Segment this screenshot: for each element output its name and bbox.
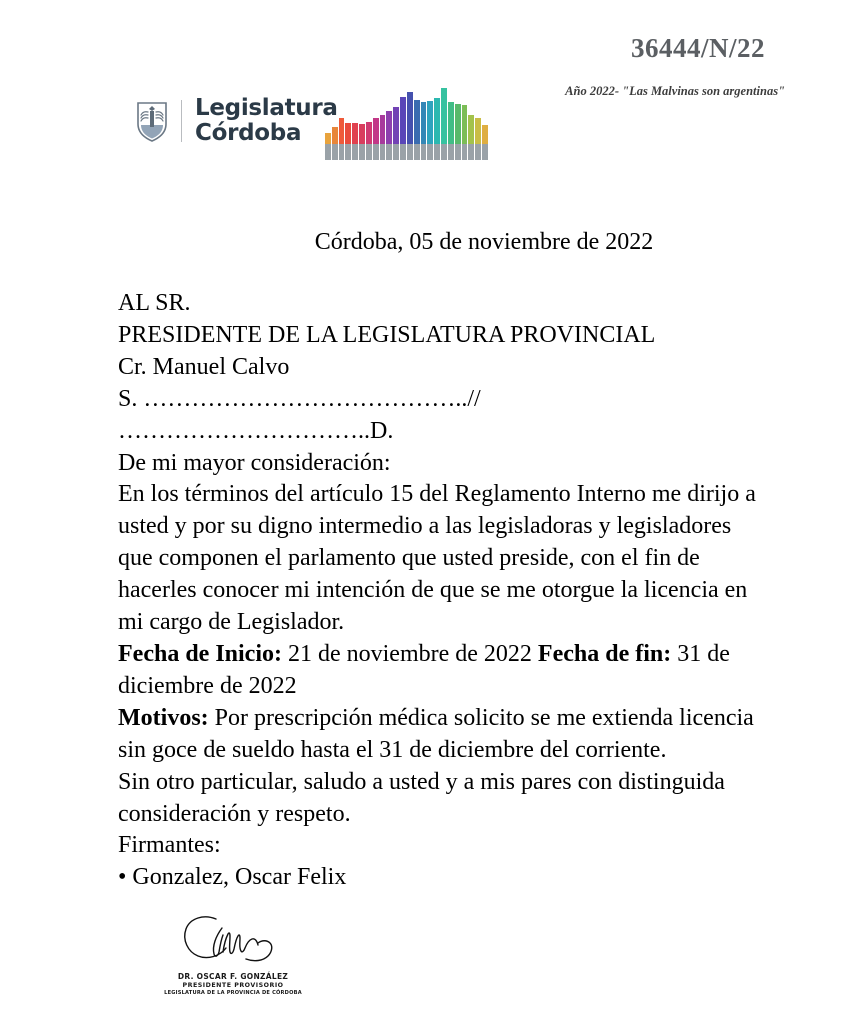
stamp-name: DR. OSCAR F. GONZÁLEZ xyxy=(177,972,289,981)
stamp-org: LEGISLATURA DE LA PROVINCIA DE CÓRDOBA xyxy=(164,990,302,996)
logo-bar xyxy=(352,88,358,160)
letter-body xyxy=(118,288,758,894)
signature-stamp xyxy=(118,972,348,996)
motivos-value: Por prescripción médica solicito se me extienda licencia sin goce de sueldo hasta el 31 de diciembre del corriente. xyxy=(118,704,754,763)
closing-paragraph: Sin otro particular, saludo a usted y a mis pares con distinguida consideración y respeto. xyxy=(118,768,725,827)
logo-bar-top xyxy=(359,124,365,144)
logo-bar-top xyxy=(325,133,331,145)
logo-bar xyxy=(339,88,345,160)
logo-bar-top xyxy=(441,88,447,144)
logo-bar xyxy=(482,88,488,160)
logo-bar-top xyxy=(468,115,474,144)
logo-bar-base xyxy=(407,144,413,160)
logo-bar xyxy=(373,88,379,160)
logo-bar-top xyxy=(448,102,454,144)
logo-bar-base xyxy=(455,144,461,160)
logo-bar xyxy=(393,88,399,160)
logo-bar-top xyxy=(421,102,427,144)
fecha-inicio-value: 21 de noviembre de 2022 xyxy=(281,640,538,667)
logo-bar-top xyxy=(339,118,345,144)
logo-line-cordoba: Córdoba xyxy=(195,119,302,146)
logo-bar-base xyxy=(345,144,351,160)
date-line: Córdoba, 05 de noviembre de 2022 xyxy=(314,229,654,255)
logo-bar-top xyxy=(475,118,481,144)
logo-bar-top xyxy=(482,125,488,144)
logo-bar-top xyxy=(332,127,338,144)
logo-bar-top xyxy=(455,104,461,144)
logo-bar xyxy=(332,88,338,160)
legislatura-logo xyxy=(135,96,338,146)
logo-bar-top xyxy=(380,115,386,144)
logo-bar xyxy=(400,88,406,160)
logo-bar xyxy=(441,88,447,160)
logo-bar-base xyxy=(325,144,331,160)
logo-bar-base xyxy=(332,144,338,160)
logo-line-legislatura: Legislatura xyxy=(195,95,338,121)
logo-bar xyxy=(386,88,392,160)
rainbow-bar-graphic xyxy=(325,88,488,160)
salutation: De mi mayor consideración: xyxy=(118,449,391,476)
signature-block xyxy=(118,912,348,996)
addressee-block xyxy=(118,288,758,448)
addressee-line: PRESIDENTE DE LA LEGISLATURA PROVINCIAL xyxy=(118,321,656,348)
logo-bar-base xyxy=(462,144,468,160)
logo-bar-top xyxy=(400,97,406,145)
logo-bar-base xyxy=(427,144,433,160)
logo-bar-base xyxy=(380,144,386,160)
logo-bar xyxy=(468,88,474,160)
handwritten-signature-icon xyxy=(118,912,348,970)
logo-bar xyxy=(359,88,365,160)
logo-bar-base xyxy=(386,144,392,160)
logo-bar-base xyxy=(434,144,440,160)
logo-bar xyxy=(475,88,481,160)
body-paragraph: En los términos del artículo 15 del Reglamento Interno me dirijo a usted y por su digno intermedio a las legisladoras y legisladores que componen el parlamento que usted preside, con el fin de hacerles conocer mi intención de que se me otorgue la licencia en mi cargo de Legislador. xyxy=(118,481,756,636)
logo-bar-base xyxy=(339,144,345,160)
logo-bar-base xyxy=(352,144,358,160)
logo-bar xyxy=(380,88,386,160)
logo-bar xyxy=(414,88,420,160)
firmantes-label: Firmantes: xyxy=(118,832,221,859)
fecha-fin-value: 31 de diciembre de 2022 xyxy=(118,640,730,699)
logo-bar-top xyxy=(373,118,379,144)
addressee-line: S. …………………………………..// xyxy=(118,385,481,412)
logo-bar-base xyxy=(441,144,447,160)
addressee-line: …………………………..D. xyxy=(118,417,394,444)
logo-bar xyxy=(325,88,331,160)
logo-bar xyxy=(345,88,351,160)
motivos-paragraph xyxy=(118,703,758,767)
addressee-line: AL SR. xyxy=(118,290,191,316)
logo-bar-base xyxy=(475,144,481,160)
logo-bar-top xyxy=(393,107,399,144)
logo-bar-top xyxy=(462,105,468,144)
logo-bar-top xyxy=(427,101,433,144)
logo-bar-base xyxy=(468,144,474,160)
logo-bar-base xyxy=(448,144,454,160)
logo-bar-base xyxy=(421,144,427,160)
addressee-line: Cr. Manuel Calvo xyxy=(118,353,290,380)
fecha-inicio-label: Fecha de Inicio: xyxy=(118,640,282,667)
logo-bar-base xyxy=(414,144,420,160)
document-number: 36444/N/22 xyxy=(630,33,765,63)
logo-wordmark xyxy=(195,96,338,146)
logo-bar xyxy=(434,88,440,160)
logo-bar-top xyxy=(352,123,358,145)
motivos-label: Motivos: xyxy=(118,704,209,731)
logo-bar xyxy=(448,88,454,160)
logo-bar-base xyxy=(482,144,488,160)
logo-bar-base xyxy=(373,144,379,160)
logo-bar xyxy=(462,88,468,160)
logo-bar xyxy=(421,88,427,160)
firmante-item: • Gonzalez, Oscar Felix xyxy=(118,864,347,891)
logo-bar-base xyxy=(359,144,365,160)
logo-bar-top xyxy=(386,111,392,144)
logo-bar-top xyxy=(407,92,413,145)
logo-divider xyxy=(181,100,182,142)
logo-bar-base xyxy=(393,144,399,160)
logo-bar xyxy=(455,88,461,160)
logo-bar xyxy=(366,88,372,160)
logo-bar xyxy=(427,88,433,160)
fecha-fin-label: Fecha de fin: xyxy=(537,640,672,667)
logo-bar-base xyxy=(400,144,406,160)
logo-bar-base xyxy=(366,144,372,160)
year-slogan: Año 2022- "Las Malvinas son argentinas" xyxy=(565,84,785,98)
logo-bar-top xyxy=(414,100,420,145)
fechas-paragraph xyxy=(118,639,758,703)
logo-bar-top xyxy=(434,98,440,144)
cordoba-coat-of-arms-icon xyxy=(135,100,169,142)
stamp-role: PRESIDENTE PROVISORIO xyxy=(182,982,284,989)
logo-bar-top xyxy=(345,123,351,145)
logo-bar xyxy=(407,88,413,160)
logo-bar-top xyxy=(366,122,372,144)
